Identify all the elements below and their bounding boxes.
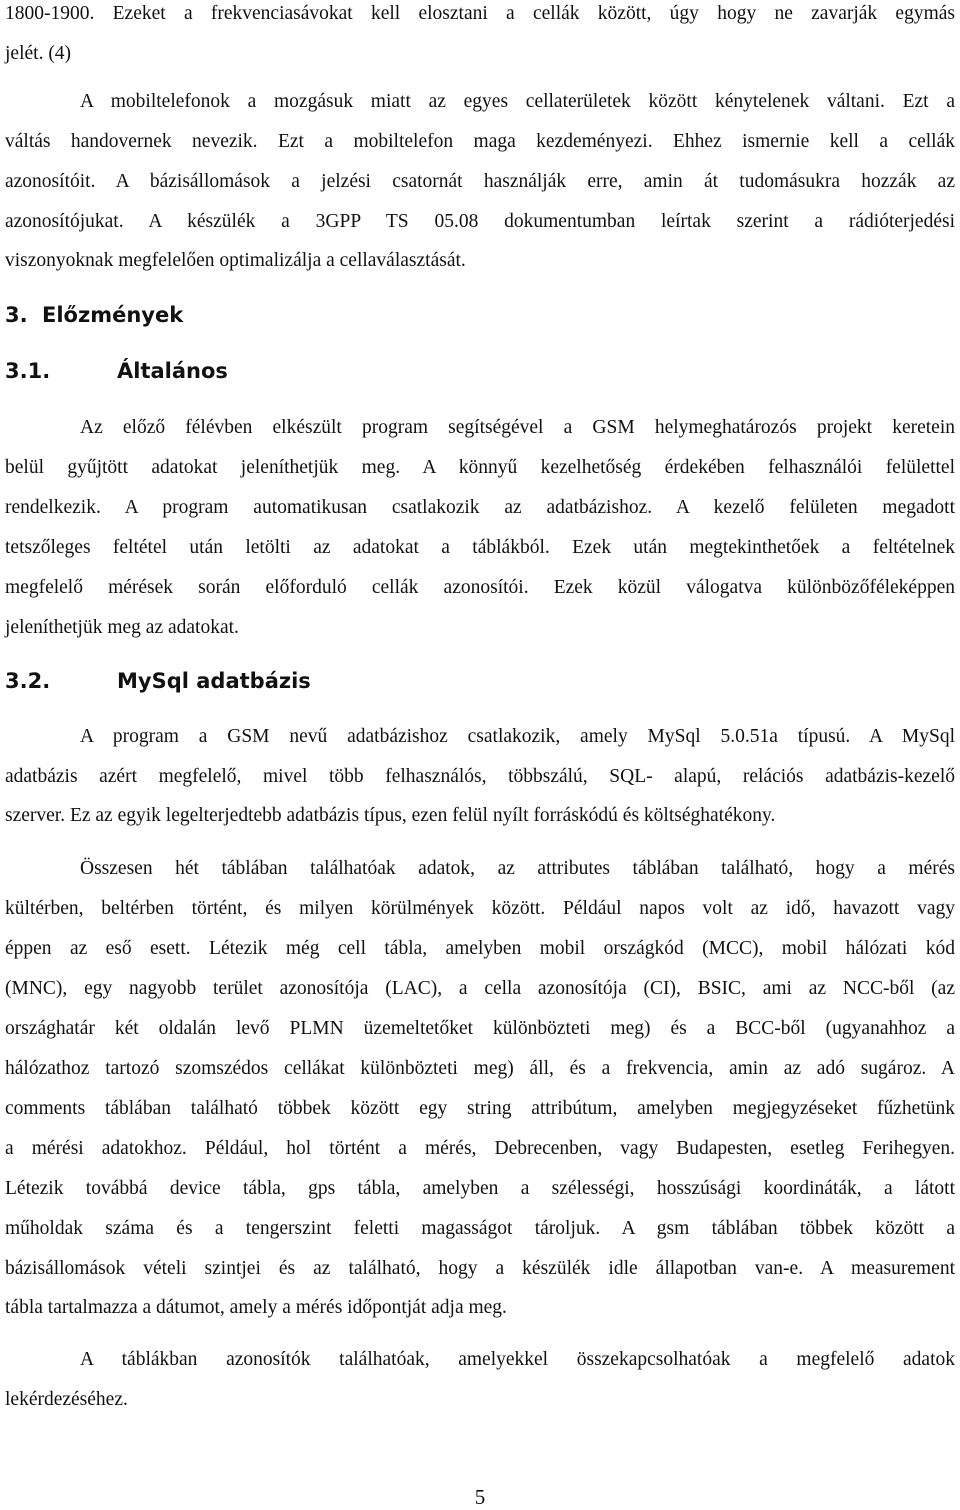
paragraph-line: A program a GSM nevű adatbázishoz csatlakozik, amely MySql 5.0.51a típusú. A MySql [80, 726, 955, 747]
paragraph-line: A mobiltelefonok a mozgásuk miatt az egyes cellaterületek között kénytelenek váltani. Ezt a [80, 91, 955, 112]
paragraph-line: hálózathoz tartozó szomszédos cellákat különbözteti meg) áll, és a frekvencia, amin az adó sugároz. A [5, 1058, 955, 1079]
section-title: Előzmények [42, 303, 184, 327]
paragraph-line: bázisállomások vételi szintjei és az található, hogy a készülék idle állapotban van-e. A measurement [5, 1258, 955, 1279]
paragraph-line: kültérben, beltérben történt, és milyen körülmények között. Például napos volt az idő, havazott vagy [5, 898, 955, 919]
paragraph-line: Létezik továbbá device tábla, gps tábla, amelyben a szélességi, hosszúsági koordináták, a látott [5, 1178, 955, 1199]
paragraph-line: belül gyűjtött adatokat jeleníthetjük meg. A könnyű kezelhetőség érdekében felhasználói felülettel [5, 457, 955, 478]
paragraph-line: azonosítóit. A bázisállomások a jelzési csatornát használják erre, amin át tudomásukra hozzák az [5, 171, 955, 192]
paragraph-line: a mérési adatokhoz. Például, hol történt a mérés, Debrecenben, vagy Budapesten, esetleg Ferihegyen. [5, 1138, 955, 1159]
subsection-title: MySql adatbázis [117, 669, 311, 693]
paragraph-line: éppen az eső esett. Létezik még cell tábla, amelyben mobil országkód (MCC), mobil hálózati kód [5, 938, 955, 959]
paragraph-line: Az előző félévben elkészült program segítségével a GSM helymeghatározós projekt keretein [80, 417, 955, 438]
subsection-title: Általános [117, 359, 228, 383]
paragraph-line: 1800-1900. Ezeket a frekvenciasávokat kell elosztani a cellák között, úgy hogy ne zavarják egymás [5, 3, 955, 24]
paragraph-line: tábla tartalmazza a dátumot, amely a mérés időpontját adja meg. [5, 1297, 507, 1318]
paragraph-line: azonosítójukat. A készülék a 3GPP TS 05.08 dokumentumban leírtak szerint a rádióterjedési [5, 211, 955, 232]
subsection-number: 3.1. [5, 359, 51, 383]
paragraph-line: tetszőleges feltétel után letölti az adatokat a táblákból. Ezek után megtekinthetőek a feltételnek [5, 537, 955, 558]
paragraph-line: viszonyoknak megfelelően optimalizálja a cellaválasztását. [5, 250, 466, 271]
subsection-number: 3.2. [5, 669, 51, 693]
page-number: 5 [474, 1485, 486, 1509]
paragraph-line: comments táblában található többek között egy string attribútum, amelyben megjegyzéseket fűzhetünk [5, 1098, 955, 1119]
paragraph-line: rendelkezik. A program automatikusan csatlakozik az adatbázishoz. A kezelő felületen megadott [5, 497, 955, 518]
paragraph-line: A táblákban azonosítók találhatóak, amelyekkel összekapcsolhatóak a megfelelő adatok [80, 1349, 955, 1370]
paragraph-line: szerver. Ez az egyik legelterjedtebb adatbázis típus, ezen felül nyílt forráskódú és költséghatékony. [5, 805, 776, 826]
paragraph-line: adatbázis azért megfelelő, mivel több felhasználós, többszálú, SQL- alapú, relációs adatbázis-kezelő [5, 766, 955, 787]
paragraph-line: lekérdezéséhez. [5, 1389, 128, 1410]
paragraph-line: jeleníthetjük meg az adatokat. [5, 617, 239, 638]
paragraph-line: jelét. (4) [5, 43, 72, 64]
paragraph-line: Összesen hét táblában találhatóak adatok, az attributes táblában található, hogy a mérés [80, 858, 955, 879]
paragraph-line: megfelelő mérések során előforduló cellák azonosítói. Ezek közül válogatva különbözőféleképpen [5, 577, 955, 598]
section-number: 3. [5, 303, 28, 327]
subsection-heading [5, 667, 311, 695]
subsection-heading [5, 357, 228, 385]
section-heading [5, 301, 183, 329]
paragraph-line: országhatár két oldalán levő PLMN üzemeltetőket különbözteti meg) és a BCC-ből (ugyanahhoz a [5, 1018, 955, 1039]
paragraph-line: (MNC), egy nagyobb terület azonosítója (LAC), a cella azonosítója (CI), BSIC, ami az NCC-ből (az [5, 978, 955, 999]
paragraph-line: váltás handovernek nevezik. Ezt a mobiltelefon maga kezdeményezi. Ehhez ismernie kell a cellák [5, 131, 955, 152]
paragraph-line: műholdak száma és a tengerszint feletti magasságot tároljuk. A gsm táblában többek között a [5, 1218, 955, 1239]
